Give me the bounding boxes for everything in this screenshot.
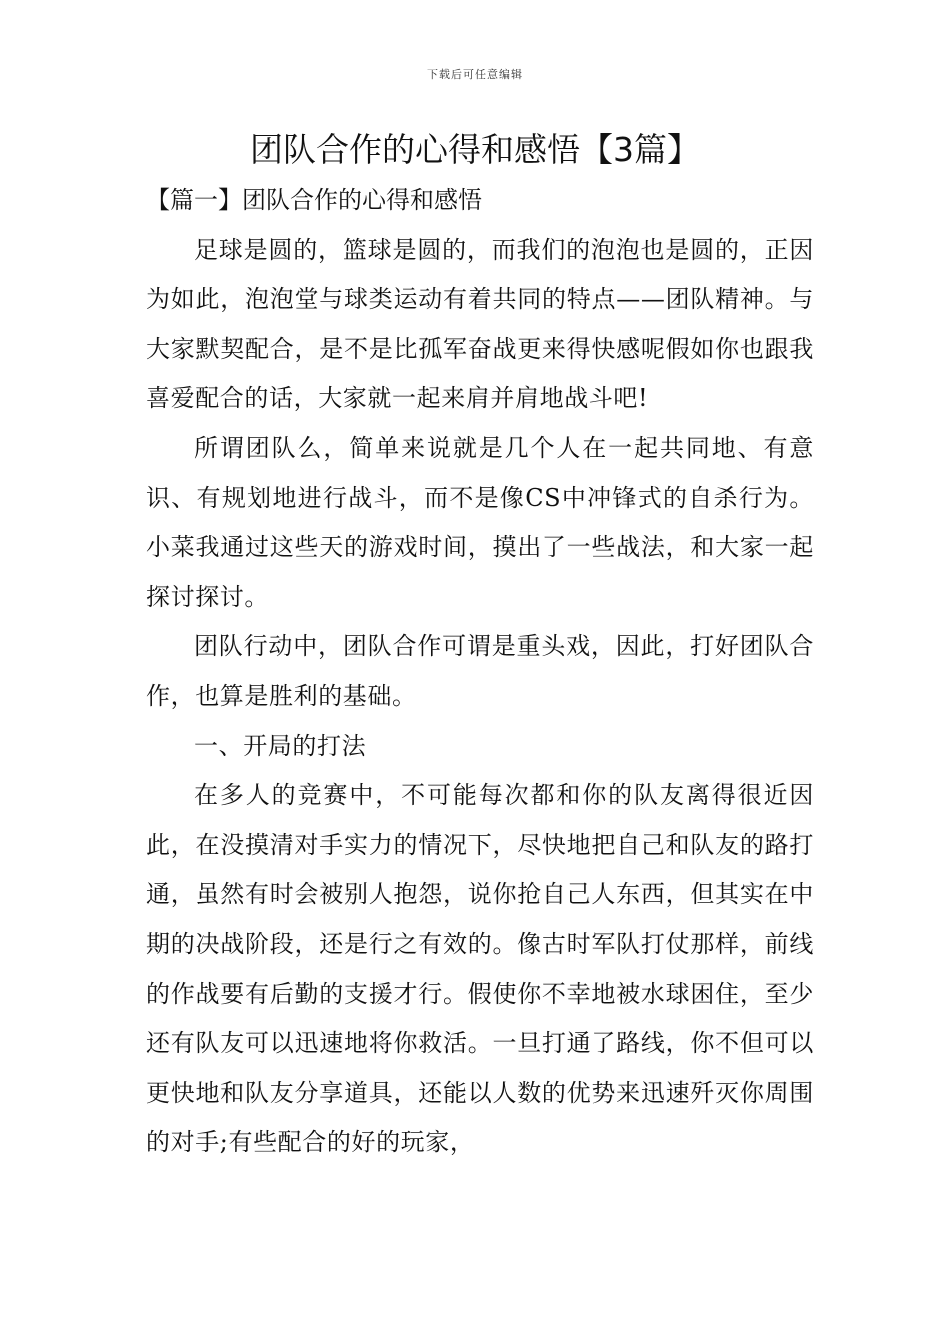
section-heading: 【篇一】团队合作的心得和感悟 [146,186,482,214]
document-title: 团队合作的心得和感悟【3篇】 [250,130,700,169]
subsection-heading: 一、开局的打法 [194,731,367,760]
header-note: 下载后可任意编辑 [427,68,523,81]
paragraph: 在多人的竞赛中，不可能每次都和你的队友离得很近因此，在没摸清对手实力的情况下，尽快地把自己和队友的路打通，虽然有时会被别人抱怨，说你抢自己人东西，但其实在中期的决战阶段，还是行之有效的。像古时军队打仗那样，前线的作战要有后勤的支援才行。假使你不幸地被水球困住，至少还有队友可以迅速地将你救活。一旦打通了路线，你不但可以更快地和队友分享道具，还能以人数的优势来迅速歼灭你周围的对手;有些配合的好的玩家， [146,781,814,1157]
document-body [146,176,814,1168]
paragraph: 所谓团队么，简单来说就是几个人在一起共同地、有意识、有规划地进行战斗，而不是像CS中冲锋式的自杀行为。小菜我通过这些天的游戏时间，摸出了一些战法，和大家一起探讨探讨。 [146,433,814,611]
paragraph: 足球是圆的，篮球是圆的，而我们的泡泡也是圆的，正因为如此，泡泡堂与球类运动有着共同的特点——团队精神。与大家默契配合，是不是比孤军奋战更来得快感呢假如你也跟我喜爱配合的话，大家就一起来肩并肩地战斗吧! [146,235,814,413]
paragraph: 团队行动中，团队合作可谓是重头戏，因此，打好团队合作，也算是胜利的基础。 [146,632,814,710]
